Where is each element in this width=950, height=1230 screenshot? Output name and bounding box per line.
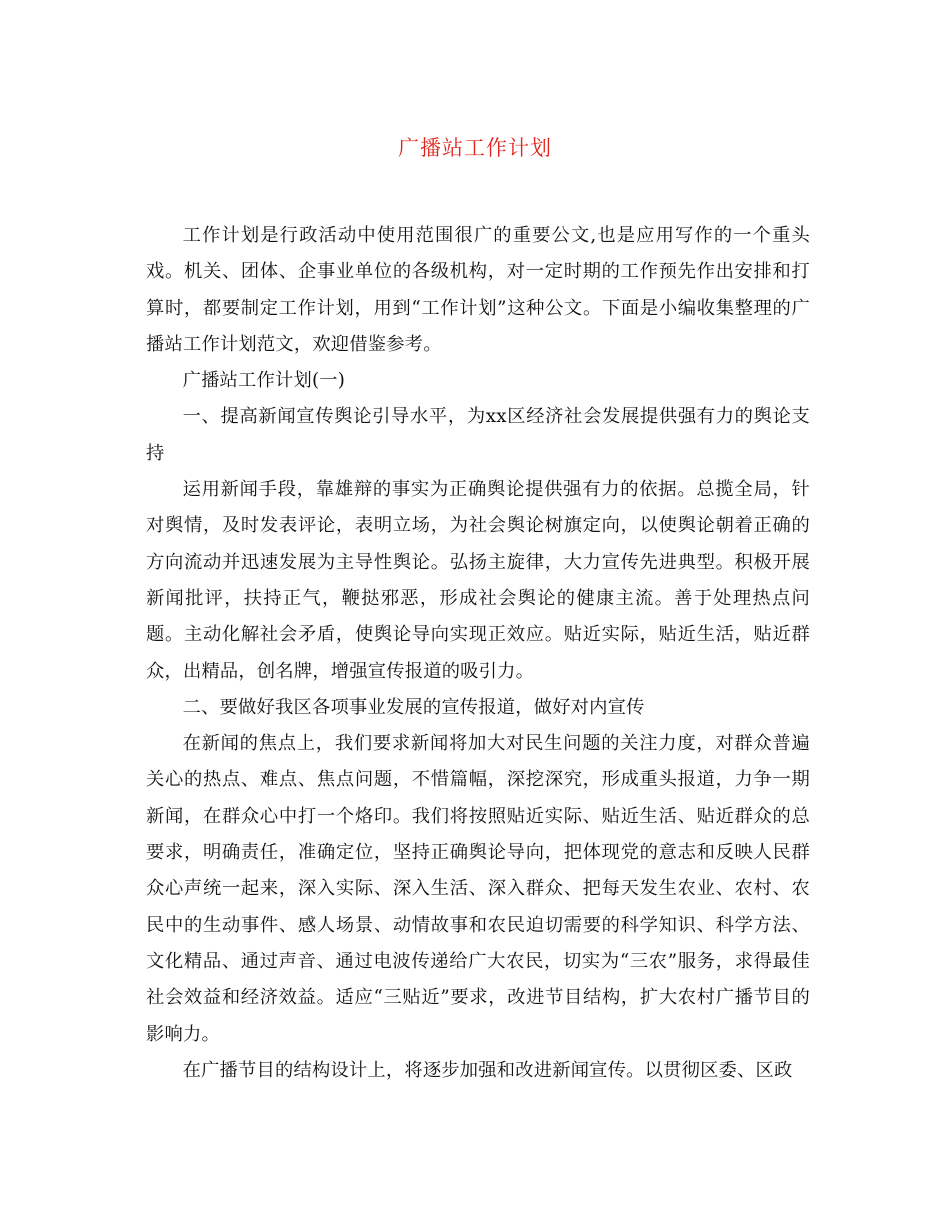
- section-one-heading: 一、提高新闻宣传舆论引导水平，为xx区经济社会发展提供强有力的舆论支持: [146, 406, 810, 464]
- section-one-paragraph: 运用新闻手段，靠雄辩的事实为正确舆论提供强有力的依据。总揽全局，针对舆情，及时发表评论，表明立场，为社会舆论树旗定向，以使舆论朝着正确的方向流动并迅速发展为主导性舆论。弘扬主旋律，大力宣传先进典型。积极开展新闻批评，扶持正气，鞭挞邪恶，形成社会舆论的健康主流。善于处理热点问题。主动化解社会矛盾，使舆论导向实现正效应。贴近实际，贴近生活，贴近群众，出精品，创名牌，增强宣传报道的吸引力。: [146, 479, 810, 682]
- program-structure-paragraph: 在广播节目的结构设计上，将逐步加强和改进新闻宣传。以贯彻区委、区政: [182, 1059, 793, 1081]
- section-two-paragraph: 在新闻的焦点上，我们要求新闻将加大对民生问题的关注力度，对群众普遍关心的热点、难点、焦点问题，不惜篇幅，深挖深究，形成重头报道，力争一期新闻，在群众心中打一个烙印。我们将按照贴近实际、贴近生活、贴近群众的总要求，明确责任，准确定位，坚持正确舆论导向，把体现党的意志和反映人民群众心声统一起来，深入实际、深入生活、深入群众、把每天发生农业、农村、农民中的生动事件、感人场景、动情故事和农民迫切需要的科学知识、科学方法、文化精品、通过声音、通过电波传递给广大农民，切实为“三农”服务，求得最佳社会效益和经济效益。适应“三贴近”要求，改进节目结构，扩大农村广播节目的影响力。: [146, 733, 810, 1045]
- document-body: [146, 218, 810, 1089]
- section-two-heading: 二、要做好我区各项事业发展的宣传报道，做好对内宣传: [182, 696, 645, 718]
- intro-paragraph: 工作计划是行政活动中使用范围很广的重要公文,也是应用写作的一个重头戏。机关、团体、企事业单位的各级机构，对一定时期的工作预先作出安排和打算时，都要制定工作计划，用到“工作计划”这种公文。下面是小编收集整理的广播站工作计划范文，欢迎借鉴参考。: [146, 225, 810, 355]
- document-title: 广播站工作计划: [398, 136, 552, 160]
- plan-one-heading: 广播站工作计划(一): [182, 370, 346, 392]
